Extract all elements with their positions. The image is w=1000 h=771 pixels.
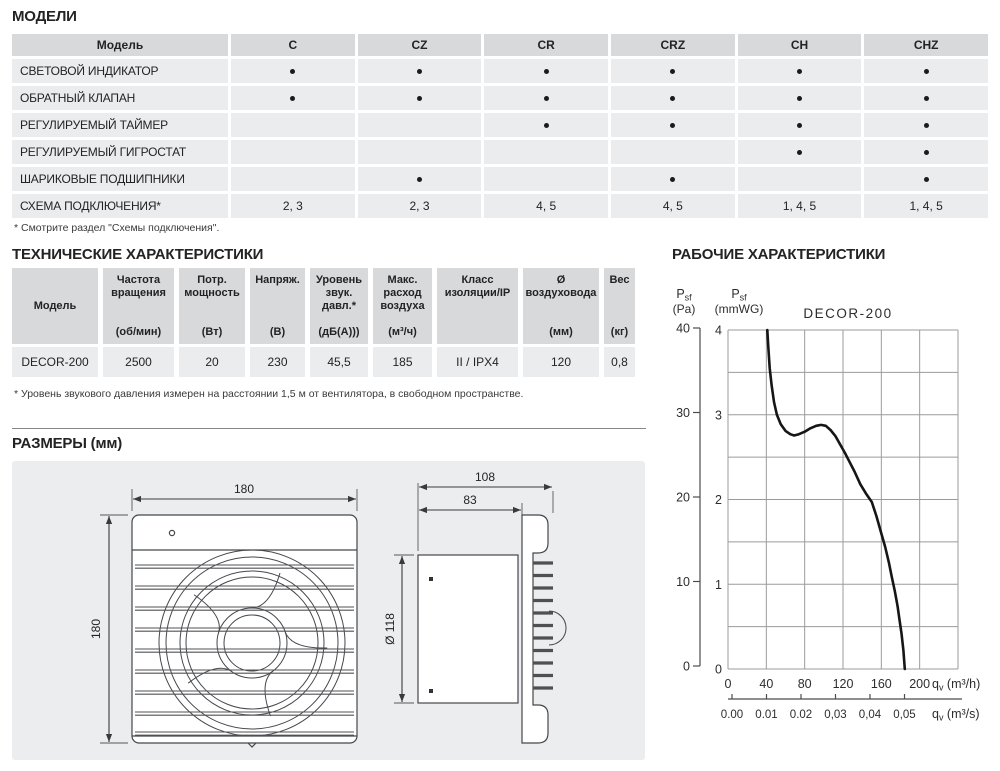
tech-header-title: Потр. мощность <box>184 274 240 299</box>
models-value-cell <box>358 140 482 164</box>
tech-value-cell: 185 <box>373 347 432 377</box>
feature-dot-cell <box>358 59 482 83</box>
models-value-cell <box>231 113 355 137</box>
feature-dot-cell <box>231 59 355 83</box>
tech-footnote: * Уровень звукового давления измерен на расстоянии 1,5 м от вентилятора, в свободном пространстве. <box>14 388 524 400</box>
models-col-header-label: Модель <box>12 34 228 56</box>
models-value-cell <box>484 140 608 164</box>
tech-header-title: Макс. расход воздуха <box>380 274 425 312</box>
feature-dot <box>797 150 802 155</box>
tech-col-header <box>179 268 245 344</box>
mmwg-tick-label: 0 <box>715 662 722 677</box>
feature-dot-cell <box>611 86 735 110</box>
pa-axis-title: $P_{sf}$ <box>676 287 692 303</box>
dim-front-height: 180 <box>89 618 103 640</box>
models-col-header-crz: CRZ <box>611 34 735 56</box>
m3h-tick-label: 80 <box>797 677 812 691</box>
models-value-cell: 1, 4, 5 <box>738 194 862 218</box>
feature-dot-cell <box>484 59 608 83</box>
feature-dot-cell <box>484 86 608 110</box>
tech-header-unit: (м³/ч) <box>388 326 417 339</box>
indicator-light <box>169 530 174 535</box>
feature-dot <box>924 96 929 101</box>
m3s-axis <box>728 694 962 699</box>
feature-dot <box>924 123 929 128</box>
tech-value-cell: 20 <box>179 347 245 377</box>
tech-header-unit: (об/мин) <box>115 326 162 339</box>
panel-profile <box>522 515 548 743</box>
tech-header-title: Напряж. <box>255 274 300 286</box>
models-section-title: МОДЕЛИ <box>12 8 77 25</box>
dimensions-drawing-panel <box>12 461 645 760</box>
mmwg-tick-label: 4 <box>715 323 722 338</box>
tech-col-header <box>373 268 432 344</box>
models-col-header-c: C <box>231 34 355 56</box>
tech-header-title: Ø воздуховода <box>525 274 597 299</box>
models-col-header-ch: CH <box>738 34 862 56</box>
mmwg-axis-unit: (mmWG) <box>714 302 764 316</box>
dimensions-drawing <box>12 461 645 760</box>
duct-screw-top <box>429 577 433 581</box>
mmwg-tick-label: 2 <box>715 493 722 507</box>
dim-front-width: 180 <box>233 482 255 496</box>
feature-dot <box>670 123 675 128</box>
models-value-cell <box>358 113 482 137</box>
dim-depth-total: 108 <box>474 470 496 484</box>
dimensions-section-title: РАЗМЕРЫ (мм) <box>12 435 123 452</box>
feature-dot <box>670 69 675 74</box>
models-row-label: РЕГУЛИРУЕМЫЙ ГИГРОСТАТ <box>12 140 228 164</box>
models-table <box>12 34 988 218</box>
tech-value-cell: 120 <box>523 347 599 377</box>
pa-axis-unit: (Pa) <box>672 302 696 316</box>
tech-table <box>12 268 640 377</box>
feature-dot <box>544 69 549 74</box>
feature-dot-cell <box>358 167 482 191</box>
feature-dot <box>670 177 675 182</box>
m3h-tick-label: 160 <box>870 677 892 691</box>
pa-axis <box>693 328 700 666</box>
models-col-header-cr: CR <box>484 34 608 56</box>
feature-dot <box>544 96 549 101</box>
dim-duct-diameter: Ø 118 <box>383 613 397 645</box>
tech-header-title: Вес <box>609 274 630 286</box>
pa-tick-label: 20 <box>676 490 690 505</box>
m3s-axis-caption: $q_v$ (m³/s) <box>932 707 980 723</box>
models-value-cell: 2, 3 <box>358 194 482 218</box>
m3s-tick-label: 0,03 <box>824 709 847 721</box>
tech-header-unit: (В) <box>269 326 286 339</box>
m3h-axis-caption: $q_v$ (m³/h) <box>932 677 981 693</box>
tech-col-header <box>310 268 368 344</box>
tech-value-cell: 0,8 <box>604 347 635 377</box>
feature-dot-cell <box>611 59 735 83</box>
mmwg-axis-title: $P_{sf}$ <box>731 287 747 303</box>
feature-dot <box>924 177 929 182</box>
models-col-header-cz: CZ <box>358 34 482 56</box>
m3s-tick-label: 0,04 <box>858 709 882 721</box>
grid-lines <box>728 330 958 669</box>
tech-col-header <box>12 268 98 344</box>
models-value-cell <box>231 140 355 164</box>
fan-front-view <box>132 515 357 747</box>
pa-tick-label: 30 <box>676 406 690 420</box>
louver-fins <box>533 563 553 688</box>
feature-dot <box>544 123 549 128</box>
mmwg-tick-label: 1 <box>715 577 722 592</box>
pa-tick-label: 40 <box>676 321 690 336</box>
feature-dot-cell <box>864 59 988 83</box>
tech-header-unit: (кг) <box>610 326 629 339</box>
tech-col-header <box>604 268 635 344</box>
models-value-cell <box>231 167 355 191</box>
feature-dot-cell <box>738 59 862 83</box>
m3h-tick-label: 40 <box>759 677 774 691</box>
tech-col-header <box>250 268 305 344</box>
feature-dot-cell <box>864 113 988 137</box>
feature-dot-cell <box>611 167 735 191</box>
feature-dot <box>417 96 422 101</box>
models-col-header-chz: CHZ <box>864 34 988 56</box>
tech-value-cell: II / IPX4 <box>437 347 518 377</box>
feature-dot <box>924 150 929 155</box>
tech-header-title: Класс изоляции/IP <box>444 274 511 299</box>
models-value-cell: 2, 3 <box>231 194 355 218</box>
feature-dot-cell <box>484 113 608 137</box>
feature-dot <box>670 96 675 101</box>
feature-dot <box>290 69 295 74</box>
models-footnote: * Смотрите раздел "Схемы подключения". <box>14 222 220 234</box>
feature-dot-cell <box>358 86 482 110</box>
feature-dot <box>924 69 929 74</box>
models-value-cell: 4, 5 <box>484 194 608 218</box>
dim-depth-duct: 83 <box>463 493 477 507</box>
feature-dot <box>417 177 422 182</box>
tech-col-header <box>437 268 518 344</box>
feature-dot-cell <box>611 113 735 137</box>
tech-col-header <box>523 268 599 344</box>
feature-dot-cell <box>231 86 355 110</box>
tech-header-title: Модель <box>33 300 77 313</box>
models-row-label: СХЕМА ПОДКЛЮЧЕНИЯ* <box>12 194 228 218</box>
feature-dot <box>797 69 802 74</box>
models-value-cell: 1, 4, 5 <box>864 194 988 218</box>
pa-tick-label: 0 <box>683 659 690 674</box>
tech-header-title: Уровень звук. давл.* <box>315 274 362 312</box>
m3h-tick-label: 200 <box>909 677 931 691</box>
tech-header-unit: (мм) <box>549 326 573 339</box>
chart-title: DECOR-200 <box>803 306 893 321</box>
models-row-label: ШАРИКОВЫЕ ПОДШИПНИКИ <box>12 167 228 191</box>
tech-col-header <box>103 268 174 344</box>
models-value-cell <box>611 140 735 164</box>
tech-value-cell: 2500 <box>103 347 174 377</box>
performance-chart-svg <box>660 278 1000 766</box>
models-value-cell <box>738 167 862 191</box>
collar-arc <box>549 611 566 645</box>
feature-dot-cell <box>864 86 988 110</box>
feature-dot-cell <box>738 140 862 164</box>
models-row-label: СВЕТОВОЙ ИНДИКАТОР <box>12 59 228 83</box>
tech-value-cell: 230 <box>250 347 305 377</box>
tech-header-unit: (Вт) <box>201 326 223 339</box>
m3h-tick-label: 0 <box>724 677 732 691</box>
duct-screw-bottom <box>429 689 433 693</box>
feature-dot-cell <box>864 167 988 191</box>
models-row-label: РЕГУЛИРУЕМЫЙ ТАЙМЕР <box>12 113 228 137</box>
performance-chart <box>660 278 1000 766</box>
m3h-tick-label: 120 <box>832 677 854 691</box>
tech-value-cell: 45,5 <box>310 347 368 377</box>
mmwg-tick-label: 3 <box>715 408 722 423</box>
feature-dot-cell <box>738 113 862 137</box>
m3s-tick-label: 0.02 <box>789 709 813 721</box>
tech-header-unit: (дБ(А))) <box>318 326 360 339</box>
feature-dot <box>797 123 802 128</box>
feature-dot <box>417 69 422 74</box>
feature-dot-cell <box>738 86 862 110</box>
pa-tick-label: 10 <box>676 575 690 589</box>
m3s-tick-label: 0.00 <box>720 709 744 721</box>
m3s-tick-label: 0,05 <box>893 709 916 721</box>
feature-dot <box>290 96 295 101</box>
models-value-cell <box>484 167 608 191</box>
models-row-label: ОБРАТНЫЙ КЛАПАН <box>12 86 228 110</box>
models-value-cell: 4, 5 <box>611 194 735 218</box>
feature-dot <box>797 96 802 101</box>
feature-dot-cell <box>864 140 988 164</box>
tech-section-title: ТЕХНИЧЕСКИЕ ХАРАКТЕРИСТИКИ <box>12 246 264 263</box>
tech-model-cell: DECOR-200 <box>12 347 98 377</box>
tech-header-title: Частота вращения <box>111 274 166 299</box>
performance-section-title: РАБОЧИЕ ХАРАКТЕРИСТИКИ <box>672 246 886 263</box>
fan-side-view <box>418 515 566 743</box>
m3s-tick-label: 0.01 <box>755 709 778 721</box>
section-divider <box>12 428 646 429</box>
